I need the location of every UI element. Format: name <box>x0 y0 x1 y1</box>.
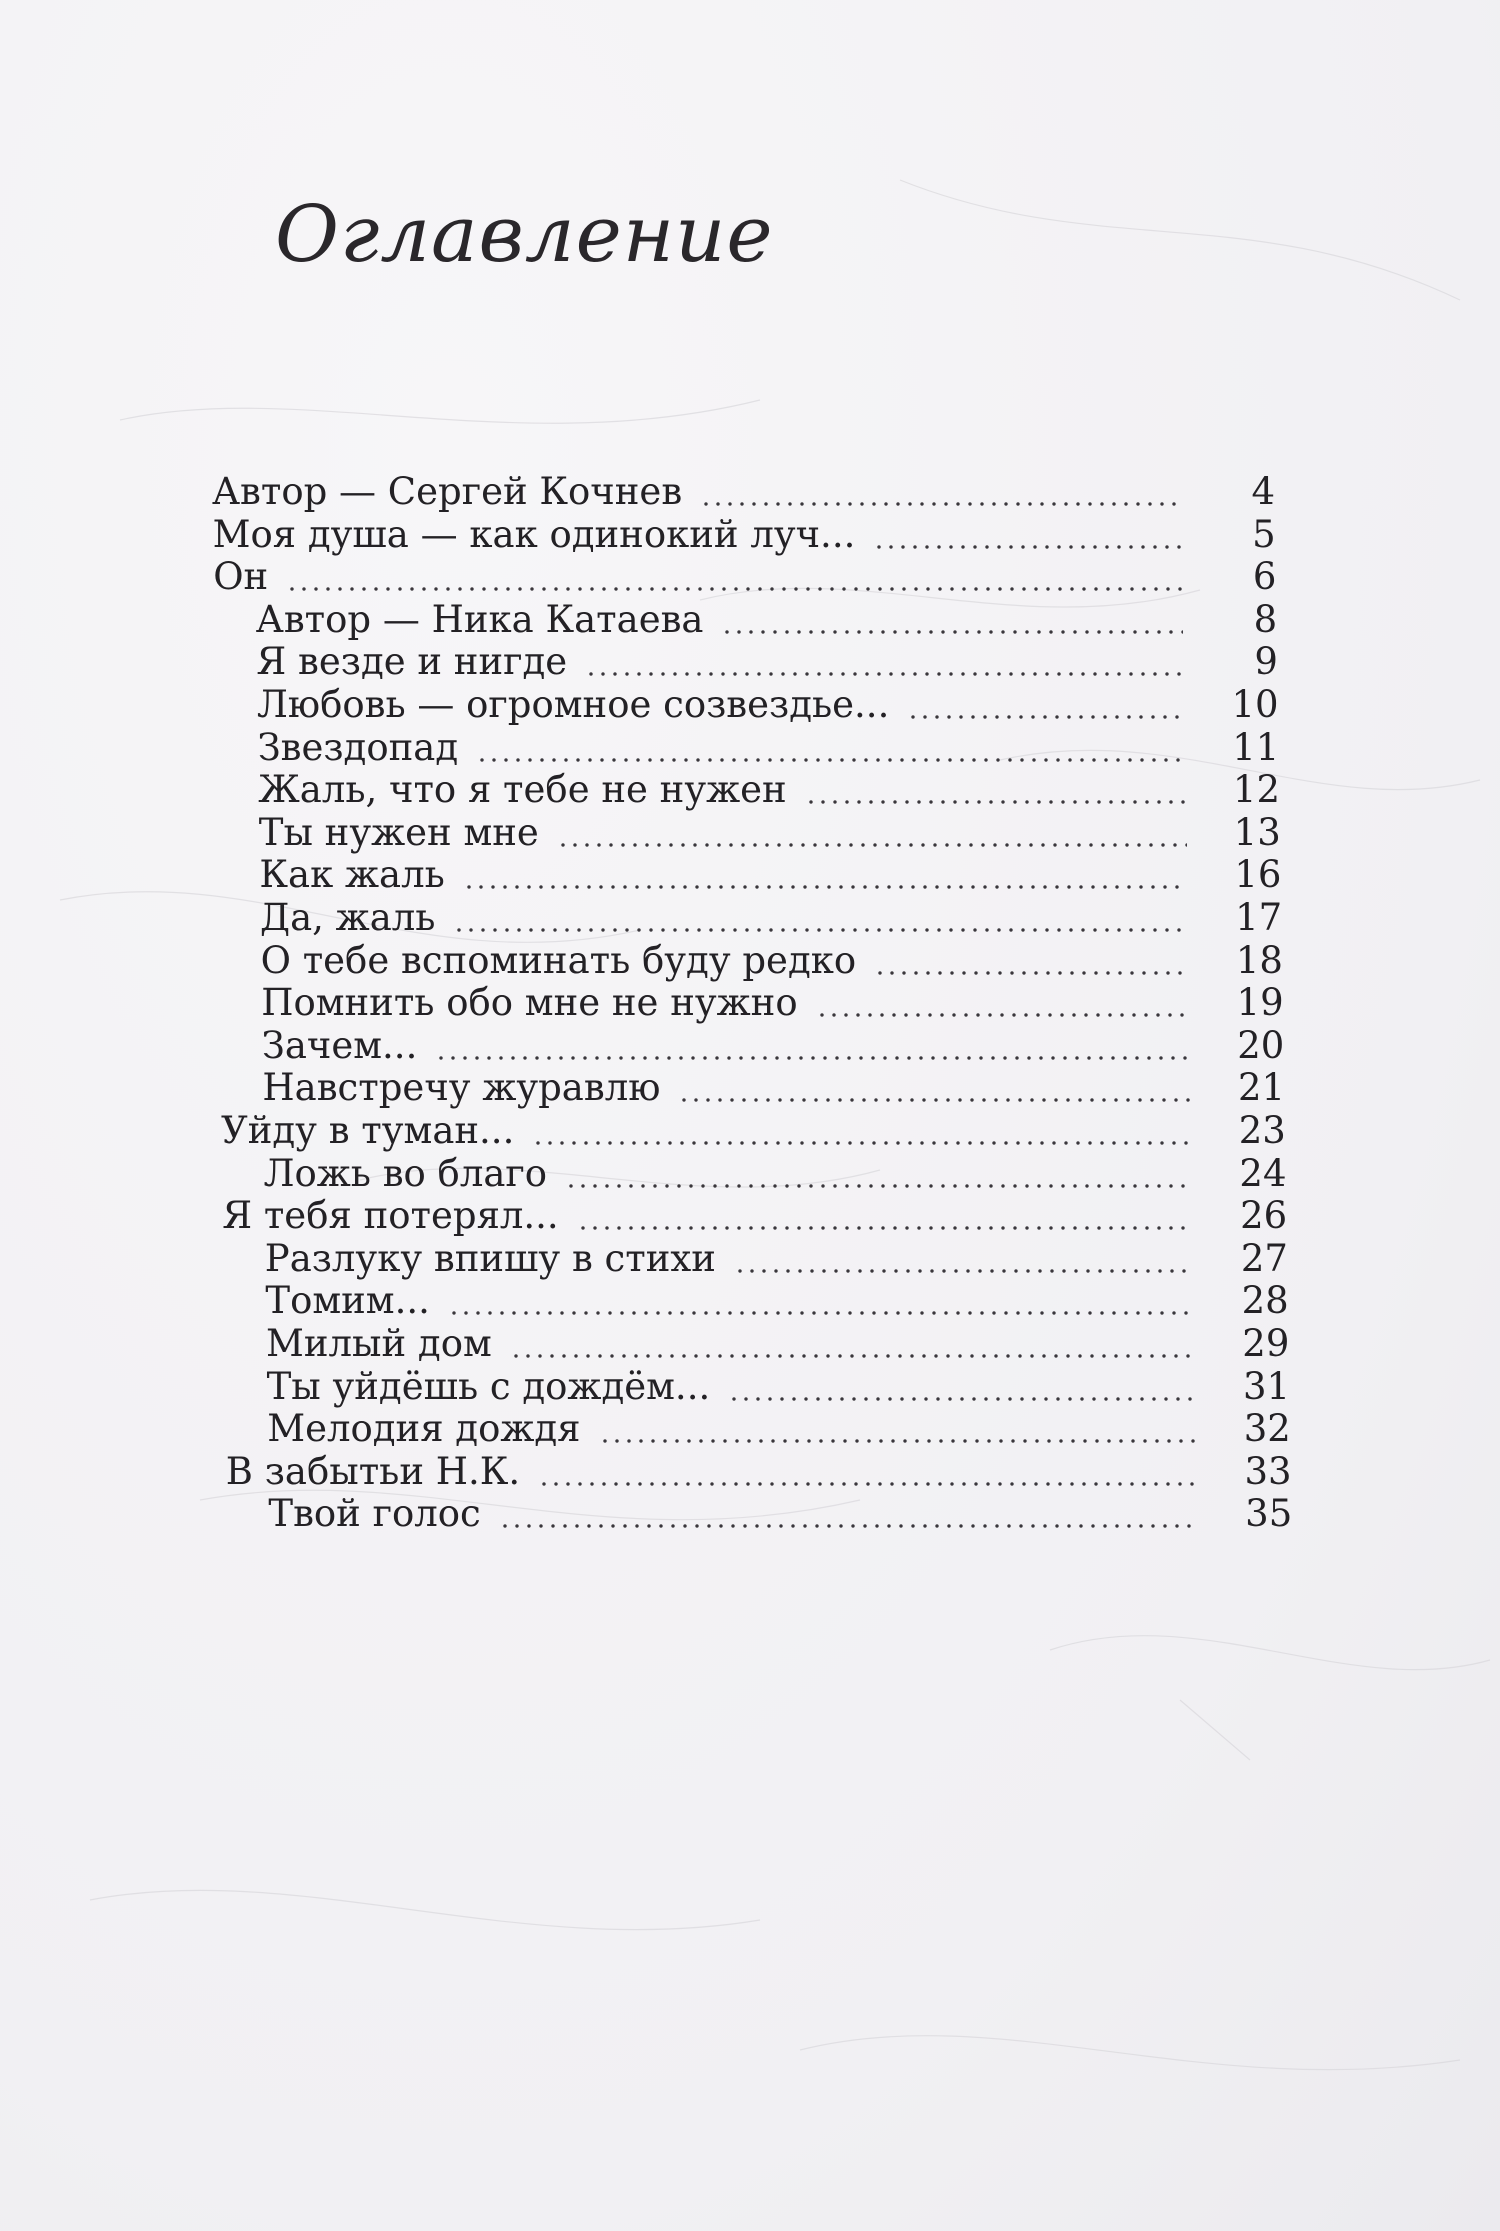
toc-entry-label: Мелодия дождя <box>267 1407 581 1451</box>
toc-entry-label: Я везде и нигде <box>256 640 568 684</box>
toc-entry-page-number: 21 <box>1237 1066 1286 1110</box>
toc-entry-label: Разлуку впишу в стихи <box>264 1236 716 1280</box>
toc-entry-page-number: 32 <box>1243 1407 1291 1451</box>
toc-entry-label: Автор — Сергей Кочнев <box>212 470 683 513</box>
toc-entry-page-number: 9 <box>1254 640 1278 684</box>
toc-entry-label: Уйду в туман... <box>221 1109 515 1152</box>
toc-entry-page-number: 33 <box>1244 1449 1292 1493</box>
toc-entry-page-number: 16 <box>1234 853 1282 897</box>
toc-entry-page-number: 13 <box>1233 810 1281 854</box>
toc-entry[interactable] <box>268 1484 1293 1544</box>
toc-entry-page-number: 31 <box>1243 1364 1291 1408</box>
toc-entry-page-number: 28 <box>1241 1279 1289 1323</box>
toc-entry-label: В забытьи Н.К. <box>225 1449 521 1493</box>
toc-entry-page-number: 20 <box>1237 1023 1285 1067</box>
dot-leader <box>499 1524 1199 1528</box>
toc-entry-page-number: 11 <box>1232 725 1280 769</box>
toc-entry-label: Любовь — огромное созвездье... <box>257 683 890 726</box>
toc-entry-label: Милый дом <box>266 1322 492 1365</box>
toc-entry-page-number: 5 <box>1252 512 1276 556</box>
toc-entry-page-number: 24 <box>1239 1151 1287 1195</box>
toc-entry-page-number: 6 <box>1252 555 1277 599</box>
toc-entry-page-number: 19 <box>1236 981 1284 1025</box>
toc-entry-page-number: 12 <box>1232 768 1281 812</box>
toc-entry-label: Ложь во благо <box>263 1151 548 1195</box>
toc-entry-label: Ты уйдёшь с дождём... <box>266 1364 711 1408</box>
toc-entry-label: Я тебя потерял... <box>222 1194 559 1238</box>
toc-entry-label: Зачем... <box>261 1023 418 1067</box>
toc-entry-page-number: 18 <box>1235 938 1283 982</box>
toc-entry-label: Автор — Ника Катаева <box>255 597 704 641</box>
toc-entry-label: Моя душа — как одинокий луч... <box>212 512 856 556</box>
toc-entry-label: Томим... <box>265 1279 430 1323</box>
toc-entry-page-number: 10 <box>1231 683 1279 726</box>
toc-entry-label: Звездопад <box>257 725 459 769</box>
toc-entry-page-number: 35 <box>1245 1492 1293 1536</box>
toc-entry-label: Жаль, что я тебе не нужен <box>258 768 787 812</box>
toc-entry-page-number: 27 <box>1240 1236 1288 1280</box>
toc-entry-label: Он <box>213 555 269 599</box>
toc-entry-page-number: 8 <box>1253 597 1278 641</box>
toc-entry-label: Твой голос <box>268 1492 481 1536</box>
toc-entry-page-number: 26 <box>1240 1194 1288 1238</box>
toc-entry-label: Навстречу журавлю <box>262 1066 661 1110</box>
toc-entry-label: Да, жаль <box>260 896 436 939</box>
toc-title: Оглавление <box>275 190 774 280</box>
toc-entry-page-number: 23 <box>1238 1109 1286 1152</box>
toc-entry-page-number: 29 <box>1242 1322 1290 1365</box>
toc-entry-label: Как жаль <box>259 853 445 897</box>
toc-entry-page-number: 4 <box>1251 470 1275 513</box>
toc-entry-label: Помнить обо мне не нужно <box>261 981 798 1025</box>
toc-entry-label: О тебе вспоминать буду редко <box>260 938 857 982</box>
toc-entry-page-number: 17 <box>1235 896 1283 939</box>
toc-entry-label: Ты нужен мне <box>258 810 539 854</box>
